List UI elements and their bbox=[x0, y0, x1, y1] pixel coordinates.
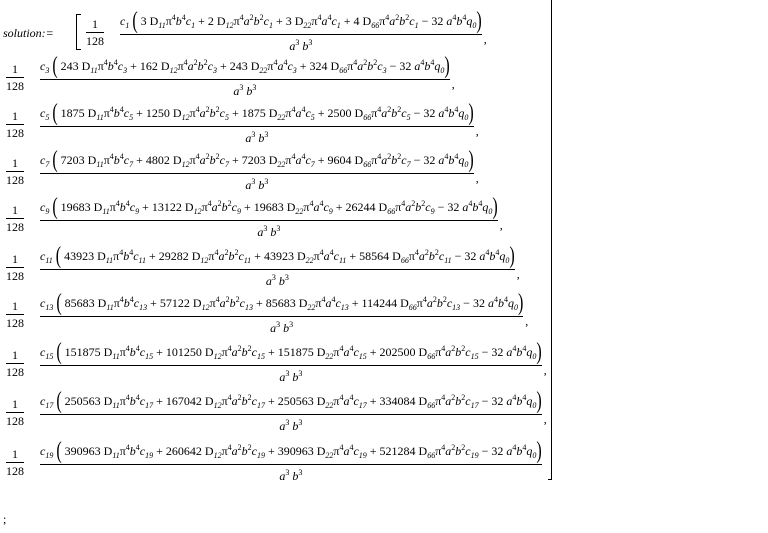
frac-denominator: 128 bbox=[6, 269, 24, 283]
term-separator: , bbox=[483, 32, 487, 46]
frac-bar bbox=[6, 218, 24, 219]
term-fraction bbox=[40, 292, 523, 335]
term-bar bbox=[40, 414, 542, 415]
one-over-128 bbox=[6, 252, 24, 283]
frac-denominator: 128 bbox=[6, 414, 24, 428]
one-over-128 bbox=[6, 109, 24, 140]
term-separator: , bbox=[475, 124, 479, 138]
term-numerator: $c_5$ ( 1875 $D_{11}\pi^4b^4c_5 + 1250$ $D_{12}\pi^4a^2b^2c_5 + 1875$ $D_{22}\pi^4a^4c_5 + 2500$ $D_{66}\pi^4a^2b^2c_5 - 32$ $a^4b^4q_0$) bbox=[40, 100, 474, 127]
term-separator: , bbox=[525, 314, 529, 328]
frac-numerator: 1 bbox=[12, 397, 18, 411]
term-separator: , bbox=[543, 412, 547, 426]
solution-term-line bbox=[0, 100, 768, 148]
term-numerator: $c_{19}$ ( 390963 $D_{11}\pi^4b^4c_{19} + 260642$ $D_{12}\pi^4a^2b^2c_{19} + 390963$ $D_{22}\pi^4a^4c_{19} + 521284$ $D_{66}\pi^4a^2b^2c_{19} - 32$ $a^4b^4q_0$) bbox=[40, 438, 542, 465]
frac-numerator: 1 bbox=[12, 348, 18, 362]
frac-bar bbox=[6, 363, 24, 364]
solution-term-line bbox=[0, 388, 768, 436]
frac-bar bbox=[6, 314, 24, 315]
term-fraction bbox=[120, 10, 482, 53]
term-bar bbox=[40, 365, 542, 366]
term-bar bbox=[120, 34, 482, 35]
term-fraction bbox=[40, 55, 450, 98]
term-fraction bbox=[40, 341, 542, 384]
one-over-128 bbox=[6, 397, 24, 428]
solution-term-line bbox=[0, 438, 768, 486]
one-over-128 bbox=[86, 17, 104, 48]
term-bar bbox=[40, 269, 515, 270]
term-denominator: $a^3$ $b^3$ bbox=[265, 273, 289, 288]
solution-term-line bbox=[0, 53, 768, 101]
frac-numerator: 1 bbox=[12, 447, 18, 461]
frac-denominator: 128 bbox=[6, 173, 24, 187]
term-bar bbox=[40, 79, 450, 80]
lhs-label: solution:= bbox=[3, 26, 54, 40]
frac-denominator: 128 bbox=[6, 220, 24, 234]
frac-numerator: 1 bbox=[12, 252, 18, 266]
term-denominator: $a^3$ $b^3$ bbox=[257, 224, 281, 239]
term-denominator: $a^3$ $b^3$ bbox=[270, 320, 294, 335]
term-numerator: $c_{17}$ ( 250563 $D_{11}\pi^4b^4c_{17} + 167042$ $D_{12}\pi^4a^2b^2c_{17} + 250563$ $D_{22}\pi^4a^4c_{17} + 334084$ $D_{66}\pi^4a^2b^2c_{17} - 32$ $a^4b^4q_0$) bbox=[40, 388, 542, 415]
term-separator: , bbox=[499, 218, 503, 232]
frac-numerator: 1 bbox=[92, 17, 98, 31]
term-fraction bbox=[40, 196, 498, 239]
solution-term-line bbox=[0, 147, 768, 195]
one-over-128 bbox=[6, 447, 24, 478]
term-bar bbox=[40, 220, 498, 221]
term-fraction bbox=[40, 245, 515, 288]
one-over-128 bbox=[6, 348, 24, 379]
term-separator: , bbox=[543, 363, 547, 377]
term-bar bbox=[40, 173, 474, 174]
term-separator: , bbox=[475, 171, 479, 185]
term-fraction bbox=[40, 102, 474, 145]
frac-denominator: 128 bbox=[6, 365, 24, 379]
term-fraction bbox=[40, 440, 542, 483]
frac-numerator: 1 bbox=[12, 299, 18, 313]
term-bar bbox=[40, 316, 523, 317]
frac-numerator: 1 bbox=[12, 109, 18, 123]
frac-numerator: 1 bbox=[12, 62, 18, 76]
term-fraction bbox=[40, 149, 474, 192]
term-numerator: $c_1$ ( 3 $D_{11}\pi^4b^4c_1 + 2$ $D_{12}\pi^4a^2b^2c_1 + 3$ $D_{22}\pi^4a^4c_1 + 4$ $D_{66}\pi^4a^2b^2c_1 - 32$ $a^4b^4q_0$) bbox=[120, 8, 482, 35]
terminator: ; bbox=[3, 512, 7, 526]
term-denominator: $a^3$ $b^3$ bbox=[279, 369, 303, 384]
term-denominator: $a^3$ $b^3$ bbox=[279, 418, 303, 433]
frac-numerator: 1 bbox=[12, 156, 18, 170]
term-numerator: $c_3$ ( 243 $D_{11}\pi^4b^4c_3 + 162$ $D_{12}\pi^4a^2b^2c_3 + 243$ $D_{22}\pi^4a^4c_3 + 324$ $D_{66}\pi^4a^2b^2c_3 - 32$ $a^4b^4q_0$) bbox=[40, 53, 450, 80]
open-bracket bbox=[76, 14, 81, 50]
frac-bar bbox=[6, 77, 24, 78]
frac-bar bbox=[6, 171, 24, 172]
term-separator: , bbox=[516, 267, 520, 281]
term-numerator: $c_{15}$ ( 151875 $D_{11}\pi^4b^4c_{15} + 101250$ $D_{12}\pi^4a^2b^2c_{15} + 151875$ $D_{22}\pi^4a^4c_{15} + 202500$ $D_{66}\pi^4a^2b^2c_{15} - 32$ $a^4b^4q_0$) bbox=[40, 339, 542, 366]
close-bracket bbox=[548, 0, 552, 480]
term-numerator: $c_7$ ( 7203 $D_{11}\pi^4b^4c_7 + 4802$ $D_{12}\pi^4a^2b^2c_7 + 7203$ $D_{22}\pi^4a^4c_7 + 9604$ $D_{66}\pi^4a^2b^2c_7 - 32$ $a^4b^4q_0$) bbox=[40, 147, 474, 174]
frac-bar bbox=[6, 124, 24, 125]
solution-term-line bbox=[0, 290, 768, 338]
frac-bar bbox=[6, 462, 24, 463]
frac-denominator: 128 bbox=[6, 79, 24, 93]
term-separator: , bbox=[451, 77, 455, 91]
frac-denominator: 128 bbox=[6, 464, 24, 478]
frac-bar bbox=[6, 412, 24, 413]
frac-bar bbox=[6, 267, 24, 268]
one-over-128 bbox=[6, 299, 24, 330]
term-bar bbox=[40, 126, 474, 127]
term-numerator: $c_{13}$ ( 85683 $D_{11}\pi^4b^4c_{13} + 57122$ $D_{12}\pi^4a^2b^2c_{13} + 85683$ $D_{22}\pi^4a^4c_{13} + 114244$ $D_{66}\pi^4a^2b^2c_{13} - 32$ $a^4b^4q_0$) bbox=[40, 290, 524, 317]
term-denominator: $a^3$ $b^3$ bbox=[245, 177, 269, 192]
term-bar bbox=[40, 464, 542, 465]
term-denominator: $a^3$ $b^3$ bbox=[233, 83, 257, 98]
one-over-128 bbox=[6, 62, 24, 93]
term-fraction bbox=[40, 390, 542, 433]
solution-term-line bbox=[0, 8, 768, 56]
one-over-128 bbox=[6, 156, 24, 187]
frac-denominator: 128 bbox=[6, 316, 24, 330]
term-numerator: $c_{11}$ ( 43923 $D_{11}\pi^4b^4c_{11} + 29282$ $D_{12}\pi^4a^2b^2c_{11} + 43923$ $D_{22}\pi^4a^4c_{11} + 58564$ $D_{66}\pi^4a^2b^2c_{11} - 32$ $a^4b^4q_0$) bbox=[40, 243, 515, 270]
solution-term-line bbox=[0, 339, 768, 387]
term-numerator: $c_9$ ( 19683 $D_{11}\pi^4b^4c_9 + 13122$ $D_{12}\pi^4a^2b^2c_9 + 19683$ $D_{22}\pi^4a^4c_9 + 26244$ $D_{66}\pi^4a^2b^2c_9 - 32$ $a^4b^4q_0$) bbox=[40, 194, 498, 221]
solution-term-line bbox=[0, 194, 768, 242]
term-denominator: $a^3$ $b^3$ bbox=[289, 38, 313, 53]
frac-denominator: 128 bbox=[86, 34, 104, 48]
term-denominator: $a^3$ $b^3$ bbox=[279, 468, 303, 483]
frac-numerator: 1 bbox=[12, 203, 18, 217]
solution-term-line bbox=[0, 243, 768, 291]
one-over-128 bbox=[6, 203, 24, 234]
frac-bar bbox=[86, 32, 104, 33]
term-denominator: $a^3$ $b^3$ bbox=[245, 130, 269, 145]
frac-denominator: 128 bbox=[6, 126, 24, 140]
